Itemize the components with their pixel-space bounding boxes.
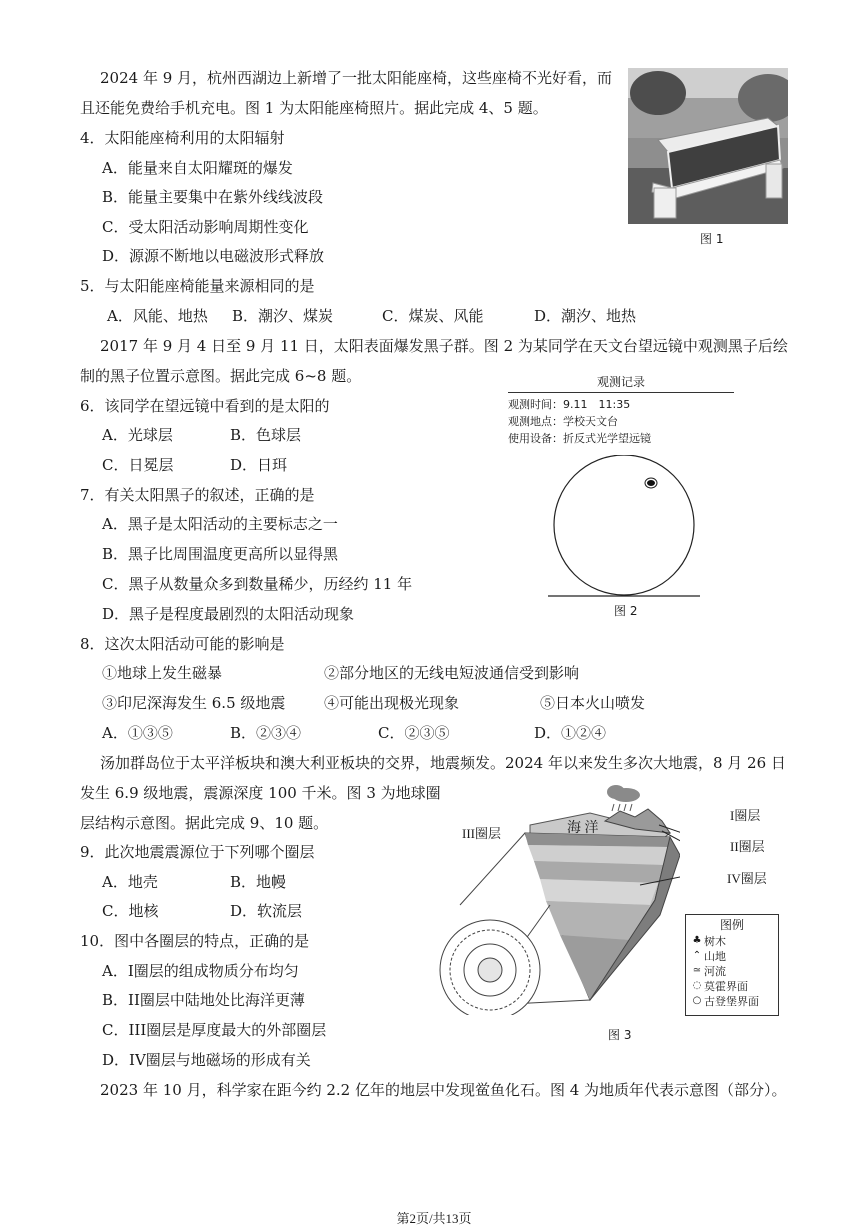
mountain-icon: ⌃: [692, 950, 702, 961]
q6-option-c: C．日冕层: [102, 456, 174, 474]
q6-option-a: A．光球层: [102, 426, 173, 444]
intro2-line1: 2017 年 9 月 4 日至 9 月 11 日，太阳表面爆发黑子群。图 2 为某同学在天文台望远镜中观测黑子后绘: [100, 337, 788, 355]
q7-stem: 7．有关太阳黑子的叙述，正确的是: [80, 486, 315, 504]
river-icon: ≃: [692, 965, 702, 976]
observation-device: 使用设备：折反式光学望远镜: [508, 432, 651, 445]
intro3-line1: 汤加群岛位于太平洋板块和澳大利亚板块的交界，地震频发。2024 年以来发生多次大地震，8 月 26 日: [100, 754, 786, 772]
legend-mountain: 山地: [704, 949, 726, 963]
q6-stem: 6．该同学在望远镜中看到的是太阳的: [80, 397, 330, 415]
q5-option-b: B．潮汐、煤炭: [232, 307, 334, 325]
intro3-line2: 发生 6.9 级地震，震源深度 100 千米。图 3 为地球圈: [80, 784, 441, 802]
solar-bench-photo: [628, 68, 788, 224]
q9-option-d: D．软流层: [230, 902, 303, 920]
q10-option-c: C．III圈层是厚度最大的外部圈层: [102, 1021, 327, 1039]
layer-label-iv: IV圈层: [727, 871, 767, 886]
q9-stem: 9．此次地震震源位于下列哪个圈层: [80, 843, 315, 861]
cloud-icon: [607, 785, 640, 811]
q7-option-b: B．黑子比周围温度更高所以显得黑: [102, 545, 339, 563]
q6-option-d: D．日珥: [230, 456, 288, 474]
sunspot-umbra: [647, 480, 655, 486]
intro2-line2: 制的黑子位置示意图。据此完成 6~8 题。: [80, 367, 362, 385]
layer-label-iii: III圈层: [462, 826, 501, 841]
q7-option-c: C．黑子从数量众多到数量稀少，历经约 11 年: [102, 575, 413, 593]
q10-stem: 10．图中各圈层的特点，正确的是: [80, 932, 310, 950]
fig3-legend: [685, 914, 779, 1016]
observation-record: [508, 373, 734, 447]
legend-title: 图例: [719, 918, 744, 932]
intro3-line3: 层结构示意图。据此完成 9、10 题。: [80, 814, 329, 832]
legend-river: 河流: [704, 964, 726, 978]
q8-stem: 8．这次太阳活动可能的影响是: [80, 635, 285, 653]
observation-place: 观测地点：学校天文台: [508, 415, 618, 428]
fig2-caption: 图 2: [614, 604, 638, 618]
q5-stem: 5．与太阳能座椅能量来源相同的是: [80, 277, 315, 295]
page-number: 第2页/共13页: [396, 1211, 472, 1226]
gutenberg-boundary-icon: ○: [692, 995, 702, 1006]
q5-option-c: C．煤炭、风能: [382, 307, 484, 325]
q5-option-a: A．风能、地热: [107, 307, 208, 325]
tree-icon: ♣: [692, 935, 702, 946]
q10-option-d: D．IV圈层与地磁场的形成有关: [102, 1051, 311, 1069]
q8-item-4: ④可能出现极光现象: [324, 694, 460, 712]
q8-option-d: D．①②④: [534, 724, 607, 742]
moho-boundary-icon: ◌: [692, 980, 702, 991]
fig3-caption: 图 3: [608, 1028, 632, 1042]
q8-item-5: ⑤日本火山喷发: [540, 694, 646, 712]
q4-option-b: B．能量主要集中在紫外线线波段: [102, 188, 324, 206]
legend-tree: 树木: [704, 934, 726, 948]
sun-disk-diagram: [540, 455, 710, 600]
q4-option-a: A．能量来自太阳耀斑的爆发: [102, 159, 293, 177]
q4-stem: 4．太阳能座椅利用的太阳辐射: [80, 129, 285, 147]
q10-option-a: A．I圈层的组成物质分布均匀: [102, 962, 299, 980]
intro1-line2: 且还能免费给手机充电。图 1 为太阳能座椅照片。据此完成 4、5 题。: [80, 99, 548, 117]
q8-option-b: B．②③④: [230, 724, 302, 742]
q9-option-a: A．地壳: [102, 873, 158, 891]
q9-option-b: B．地幔: [230, 873, 287, 891]
legend-gutenberg: 古登堡界面: [704, 994, 759, 1008]
q8-item-1: ①地球上发生磁暴: [102, 664, 223, 682]
q7-option-a: A．黑子是太阳活动的主要标志之一: [102, 515, 338, 533]
legend-moho: 莫霍界面: [704, 979, 748, 993]
observation-title: 观测记录: [508, 373, 734, 393]
q9-option-c: C．地核: [102, 902, 159, 920]
sun-disk: [554, 455, 694, 595]
fig1-caption: 图 1: [700, 232, 724, 246]
layer-label-i: I圈层: [730, 808, 761, 823]
q8-option-a: A．①③⑤: [102, 724, 173, 742]
layer-label-ii: II圈层: [730, 839, 765, 854]
q10-option-b: B．II圈层中陆地处比海洋更薄: [102, 991, 305, 1009]
earth-layers-diagram: [430, 775, 680, 1015]
observation-time: 观测时间：9.11 11:35: [508, 398, 631, 411]
q6-option-b: B．色球层: [230, 426, 302, 444]
intro1-line1: 2024 年 9 月，杭州西湖边上新增了一批太阳能座椅，这些座椅不光好看，而: [100, 69, 613, 87]
q4-option-c: C．受太阳活动影响周期性变化: [102, 218, 309, 236]
q5-option-d: D．潮汐、地热: [534, 307, 637, 325]
q4-option-d: D．源源不断地以电磁波形式释放: [102, 247, 325, 265]
q8-option-c: C．②③⑤: [378, 724, 450, 742]
intro4-line1: 2023 年 10 月，科学家在距今约 2.2 亿年的地层中发现鲎鱼化石。图 4 为地质年代表示意图（部分）。: [100, 1081, 787, 1099]
q7-option-d: D．黑子是程度最剧烈的太阳活动现象: [102, 605, 355, 623]
ocean-label: 海 洋: [567, 821, 599, 836]
q8-item-3: ③印尼深海发生 6.5 级地震: [102, 694, 286, 712]
q8-item-2: ②部分地区的无线电短波通信受到影响: [324, 664, 580, 682]
